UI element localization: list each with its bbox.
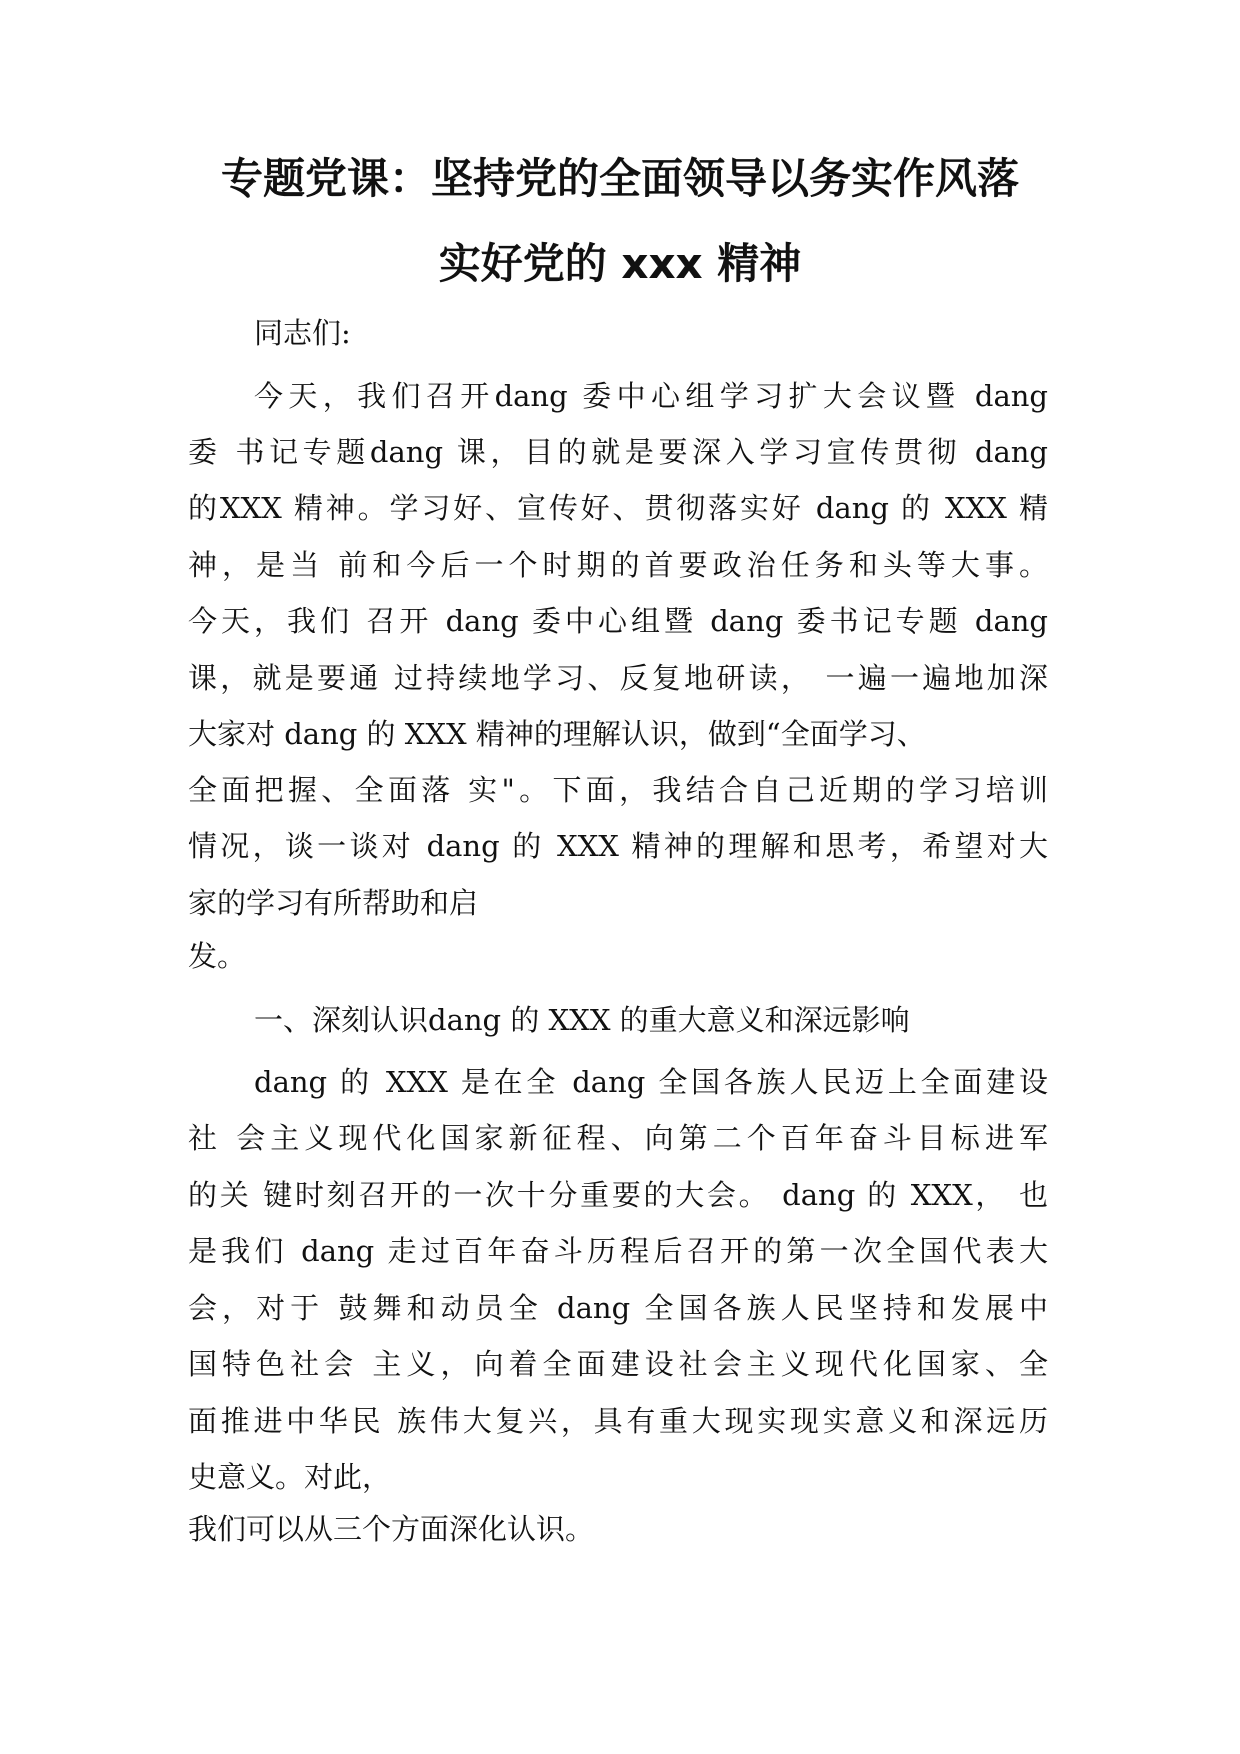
document-title-line-2: 实好党的 xxx 精神 — [438, 239, 802, 288]
paragraph-2-line: dang 的 XXX 是在全 dang 全国各族人民迈上全面建设 — [254, 1065, 1048, 1099]
paragraph-2-line: 会，对于 鼓舞和动员全 dang 全国各族人民坚持和发展中 — [188, 1291, 1048, 1325]
paragraph-1-line: 全面把握、全面落 实"。下面，我结合自己近期的学习培训 — [188, 773, 1048, 807]
paragraph-2-line: 的关 键时刻召开的一次十分重要的大会。 dang 的 XXX， 也 — [188, 1178, 1048, 1212]
paragraph-1-line: 今天，我们召开dang 委中心组学习扩大会议暨 dang — [254, 379, 1048, 413]
paragraph-2-line: 面推进中华民 族伟大复兴，具有重大现实现实意义和深远历 — [188, 1404, 1048, 1438]
salutation: 同志们: — [254, 316, 351, 350]
paragraph-1-line: 的XXX 精神。学习好、宣传好、贯彻落实好 dang 的 XXX 精 — [188, 491, 1048, 525]
paragraph-2-line: 我们可以从三个方面深化认识。 — [188, 1512, 595, 1546]
paragraph-1-line: 今天，我们 召开 dang 委中心组暨 dang 委书记专题 dang — [188, 604, 1048, 638]
section-heading: 一、深刻认识dang 的 XXX 的重大意义和深远影响 — [254, 1003, 910, 1037]
paragraph-1-line: 大家对 dang 的 XXX 精神的理解认识，做到“全面学习、 — [188, 717, 926, 751]
paragraph-2-line: 史意义。对此， — [188, 1460, 392, 1494]
paragraph-1-line: 情况，谈一谈对 dang 的 XXX 精神的理解和思考，希望对大 — [188, 829, 1048, 863]
paragraph-1-line: 课，就是要通 过持续地学习、反复地研读， 一遍一遍地加深 — [188, 661, 1048, 695]
paragraph-2-line: 是我们 dang 走过百年奋斗历程后召开的第一次全国代表大 — [188, 1234, 1048, 1268]
paragraph-2-line: 社 会主义现代化国家新征程、向第二个百年奋斗目标进军 — [188, 1121, 1048, 1155]
paragraph-1-line: 神，是当 前和今后一个时期的首要政治任务和头等大事。 — [188, 548, 1048, 582]
paragraph-1-line: 家的学习有所帮助和启 — [188, 886, 479, 920]
paragraph-2-line: 国特色社会 主义，向着全面建设社会主义现代化国家、全 — [188, 1347, 1048, 1381]
paragraph-1-line: 委 书记专题dang 课，目的就是要深入学习宣传贯彻 dang — [188, 435, 1048, 469]
paragraph-1-line: 发。 — [188, 939, 247, 973]
document-title-line-1: 专题党课：坚持党的全面领导以务实作风落 — [220, 154, 1019, 203]
